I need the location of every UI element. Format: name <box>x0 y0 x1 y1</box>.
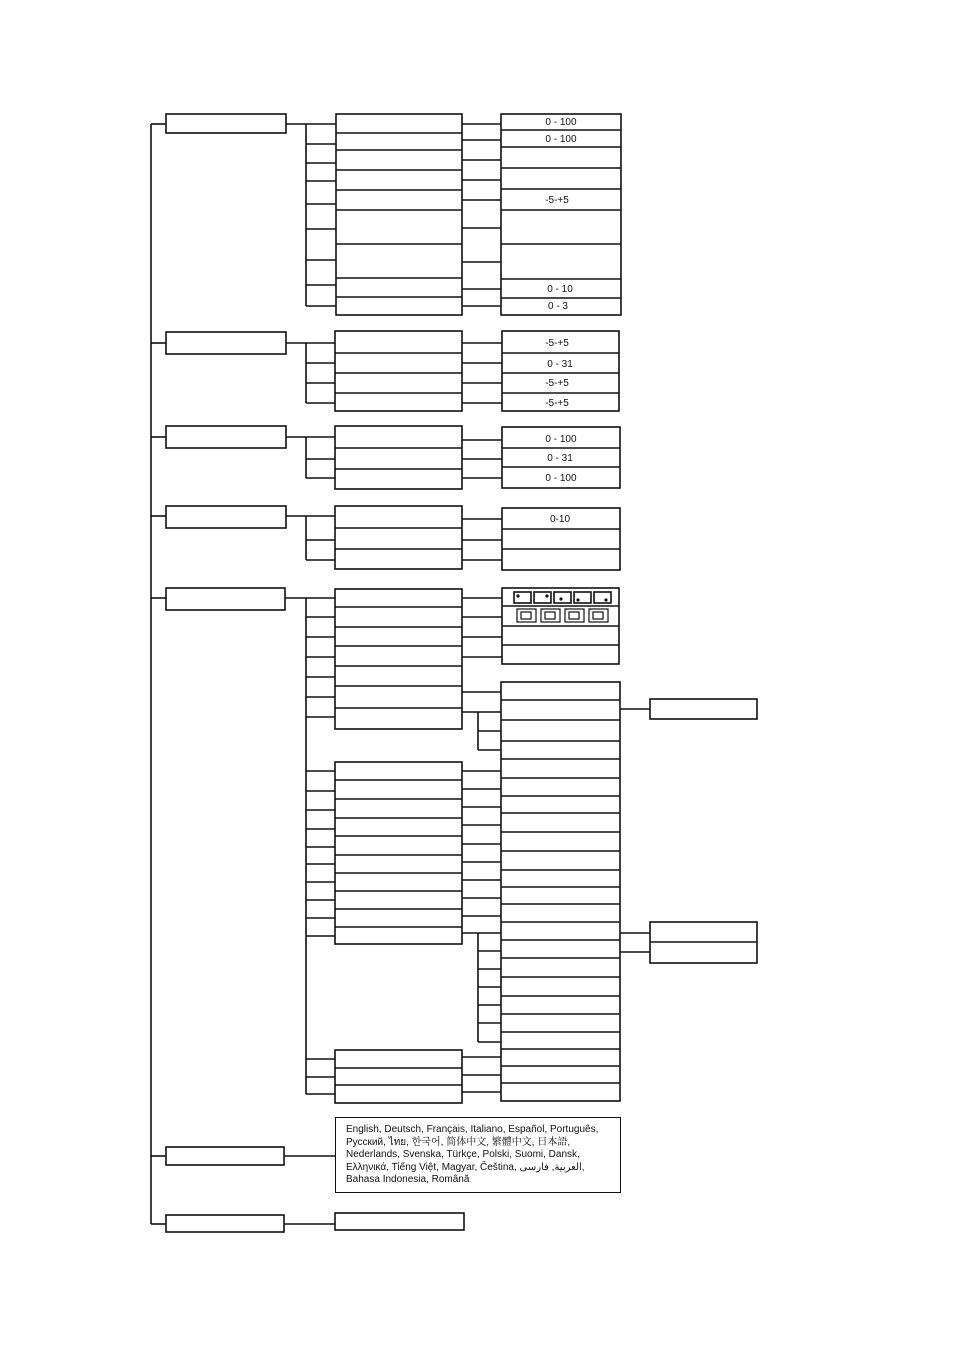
setting-values-column-b <box>501 682 620 1101</box>
menu-image <box>166 332 286 354</box>
picture-submenu-column <box>336 114 462 315</box>
image-submenu-column <box>335 331 462 411</box>
value-label: 0 - 100 <box>545 434 577 445</box>
value-label: 0 - 100 <box>545 134 577 145</box>
menu-timer <box>166 506 286 528</box>
position-top-left-icon <box>514 592 531 603</box>
value-label: 0 - 10 <box>547 284 573 295</box>
language-line: Русский, ไทย, 한국어, 简体中文, 繁體中文, 日本語, <box>346 1136 571 1148</box>
position-corner-icon <box>594 592 611 603</box>
timer-submenu-column <box>335 506 462 569</box>
value-label: 0 - 100 <box>545 117 577 128</box>
value-label: 0 - 31 <box>547 453 573 464</box>
value-label: -5-+5 <box>545 378 569 389</box>
position-bottom-right-icon <box>574 592 591 603</box>
setting-submenu-column-c <box>335 1050 462 1103</box>
position-top-right-icon <box>534 592 551 603</box>
setting-detail-box-a <box>650 699 757 719</box>
value-label: 0 - 31 <box>547 359 573 370</box>
value-label: -5-+5 <box>545 398 569 409</box>
menu-language <box>166 1147 284 1165</box>
value-label: -5-+5 <box>545 195 569 206</box>
setting-submenu-column-b <box>335 762 462 944</box>
menu-sound <box>166 426 286 448</box>
language-line: English, Deutsch, Français, Italiano, Español, Português, <box>346 1124 599 1135</box>
keystone-top-icon <box>517 609 536 622</box>
keystone-right-icon <box>589 609 608 622</box>
menu-reset <box>166 1215 284 1232</box>
position-bottom-left-icon <box>554 592 571 603</box>
menu-picture <box>166 114 286 133</box>
keystone-left-icon <box>565 609 584 622</box>
value-label: 0 - 3 <box>547 301 569 312</box>
menu-setting <box>166 588 285 610</box>
keystone-bottom-icon <box>541 609 560 622</box>
value-label: 0 - 100 <box>545 473 577 484</box>
language-options-box <box>335 1117 621 1193</box>
language-line: Bahasa Indonesia, Română <box>346 1174 470 1185</box>
language-line: Ελληνικά, Tiếng Việt, Magyar, Čeština, العربية, فارسی, <box>346 1161 585 1173</box>
reset-submenu-box <box>335 1213 464 1230</box>
language-line: Nederlands, Svenska, Türkçe, Polski, Suomi, Dansk, <box>346 1149 580 1160</box>
sound-submenu-column <box>335 426 462 489</box>
value-label: 0-10 <box>549 514 571 525</box>
value-label: -5-+5 <box>545 338 569 349</box>
